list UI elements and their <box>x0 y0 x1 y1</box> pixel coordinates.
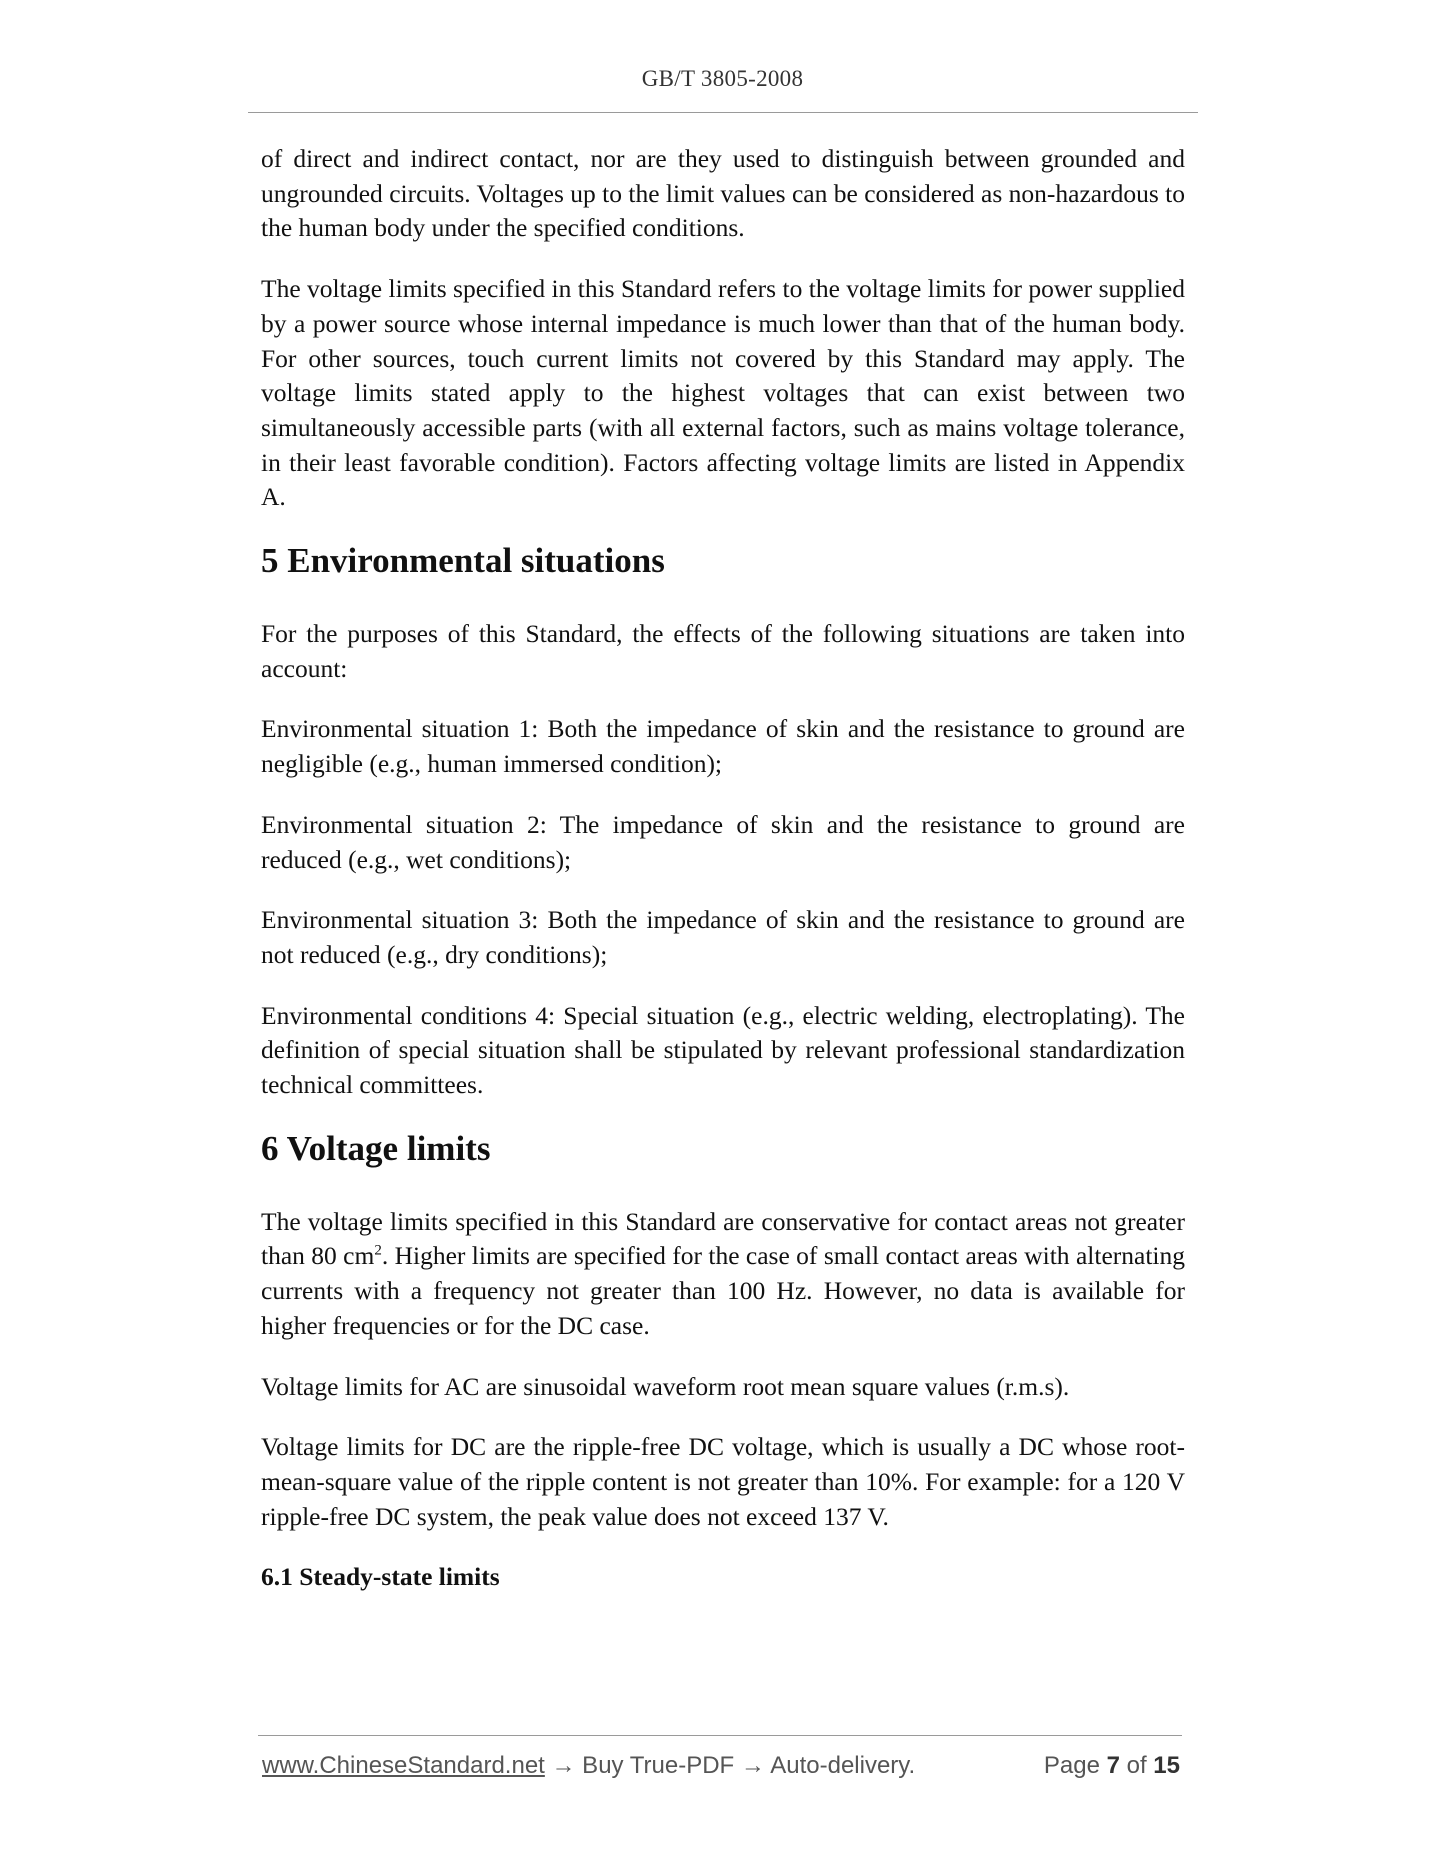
header-divider <box>248 112 1198 113</box>
page-content <box>261 142 1185 1594</box>
section-heading-6: 6 Voltage limits <box>261 1128 491 1168</box>
paragraph: Environmental situation 3: Both the impedance of skin and the resistance to ground are not reduced (e.g., dry conditions); <box>261 905 1185 969</box>
paragraph: Voltage limits for DC are the ripple-free DC voltage, which is usually a DC whose root-mean-square value of the ripple content is not greater than 10%. For example: for a 120 V ripple-free DC system, the peak value does not exceed 137 V. <box>261 1432 1185 1531</box>
text-run: The voltage limits specified in this Standard are conservative for contact areas not greater than 80 cm <box>261 1206 1185 1271</box>
paragraph: The voltage limits specified in this Standard refers to the voltage limits for power supplied by a power source whose internal impedance is much lower than that of the human body. For other sources, touch current limits not covered by this Standard may apply. The voltage limits stated apply to the highest voltages that can exist between two simultaneously accessible parts (with all external factors, such as mains voltage tolerance, in their least favorable condition). Factors affecting voltage limits are listed in Appendix A. <box>261 274 1185 512</box>
page-indicator <box>1044 1752 1180 1780</box>
running-header: GB/T 3805-2008 <box>641 66 804 91</box>
page-of: of <box>1119 1752 1154 1779</box>
page-footer <box>262 1752 1180 1780</box>
page-current: 7 <box>1106 1752 1120 1779</box>
paragraph: For the purposes of this Standard, the effects of the following situations are taken into account: <box>261 619 1185 683</box>
subsection-heading-6-1: 6.1 Steady-state limits <box>261 1562 500 1592</box>
page-label: Page <box>1043 1752 1107 1779</box>
paragraph <box>261 1205 1185 1344</box>
superscript: 2 <box>374 1242 382 1259</box>
paragraph: of direct and indirect contact, nor are they used to distinguish between grounded and ungrounded circuits. Voltages up to the limit values can be considered as non-hazardous to the human body under the specified conditions. <box>261 144 1185 243</box>
paragraph: Voltage limits for AC are sinusoidal waveform root mean square values (r.m.s). <box>261 1371 1070 1401</box>
text-run: . Higher limits are specified for the case of small contact areas with alternating currents with a frequency not greater than 100 Hz. However, no data is available for higher frequencies or for the DC case. <box>261 1241 1185 1340</box>
page-total: 15 <box>1153 1752 1180 1779</box>
section-heading-5: 5 Environmental situations <box>261 541 665 581</box>
paragraph: Environmental situation 1: Both the impedance of skin and the resistance to ground are negligible (e.g., human immersed condition); <box>261 714 1185 779</box>
paragraph: Environmental situation 2: The impedance of skin and the resistance to ground are reduced (e.g., wet conditions); <box>261 809 1185 874</box>
footer-divider <box>258 1735 1182 1736</box>
paragraph: Environmental conditions 4: Special situation (e.g., electric welding, electroplating). The definition of special situation shall be stipulated by relevant professional standardization technical committees. <box>261 1000 1185 1100</box>
website-link[interactable]: www.ChineseStandard.net <box>262 1752 545 1779</box>
promo-text: → Buy True-PDF → Auto-delivery. <box>544 1752 916 1779</box>
